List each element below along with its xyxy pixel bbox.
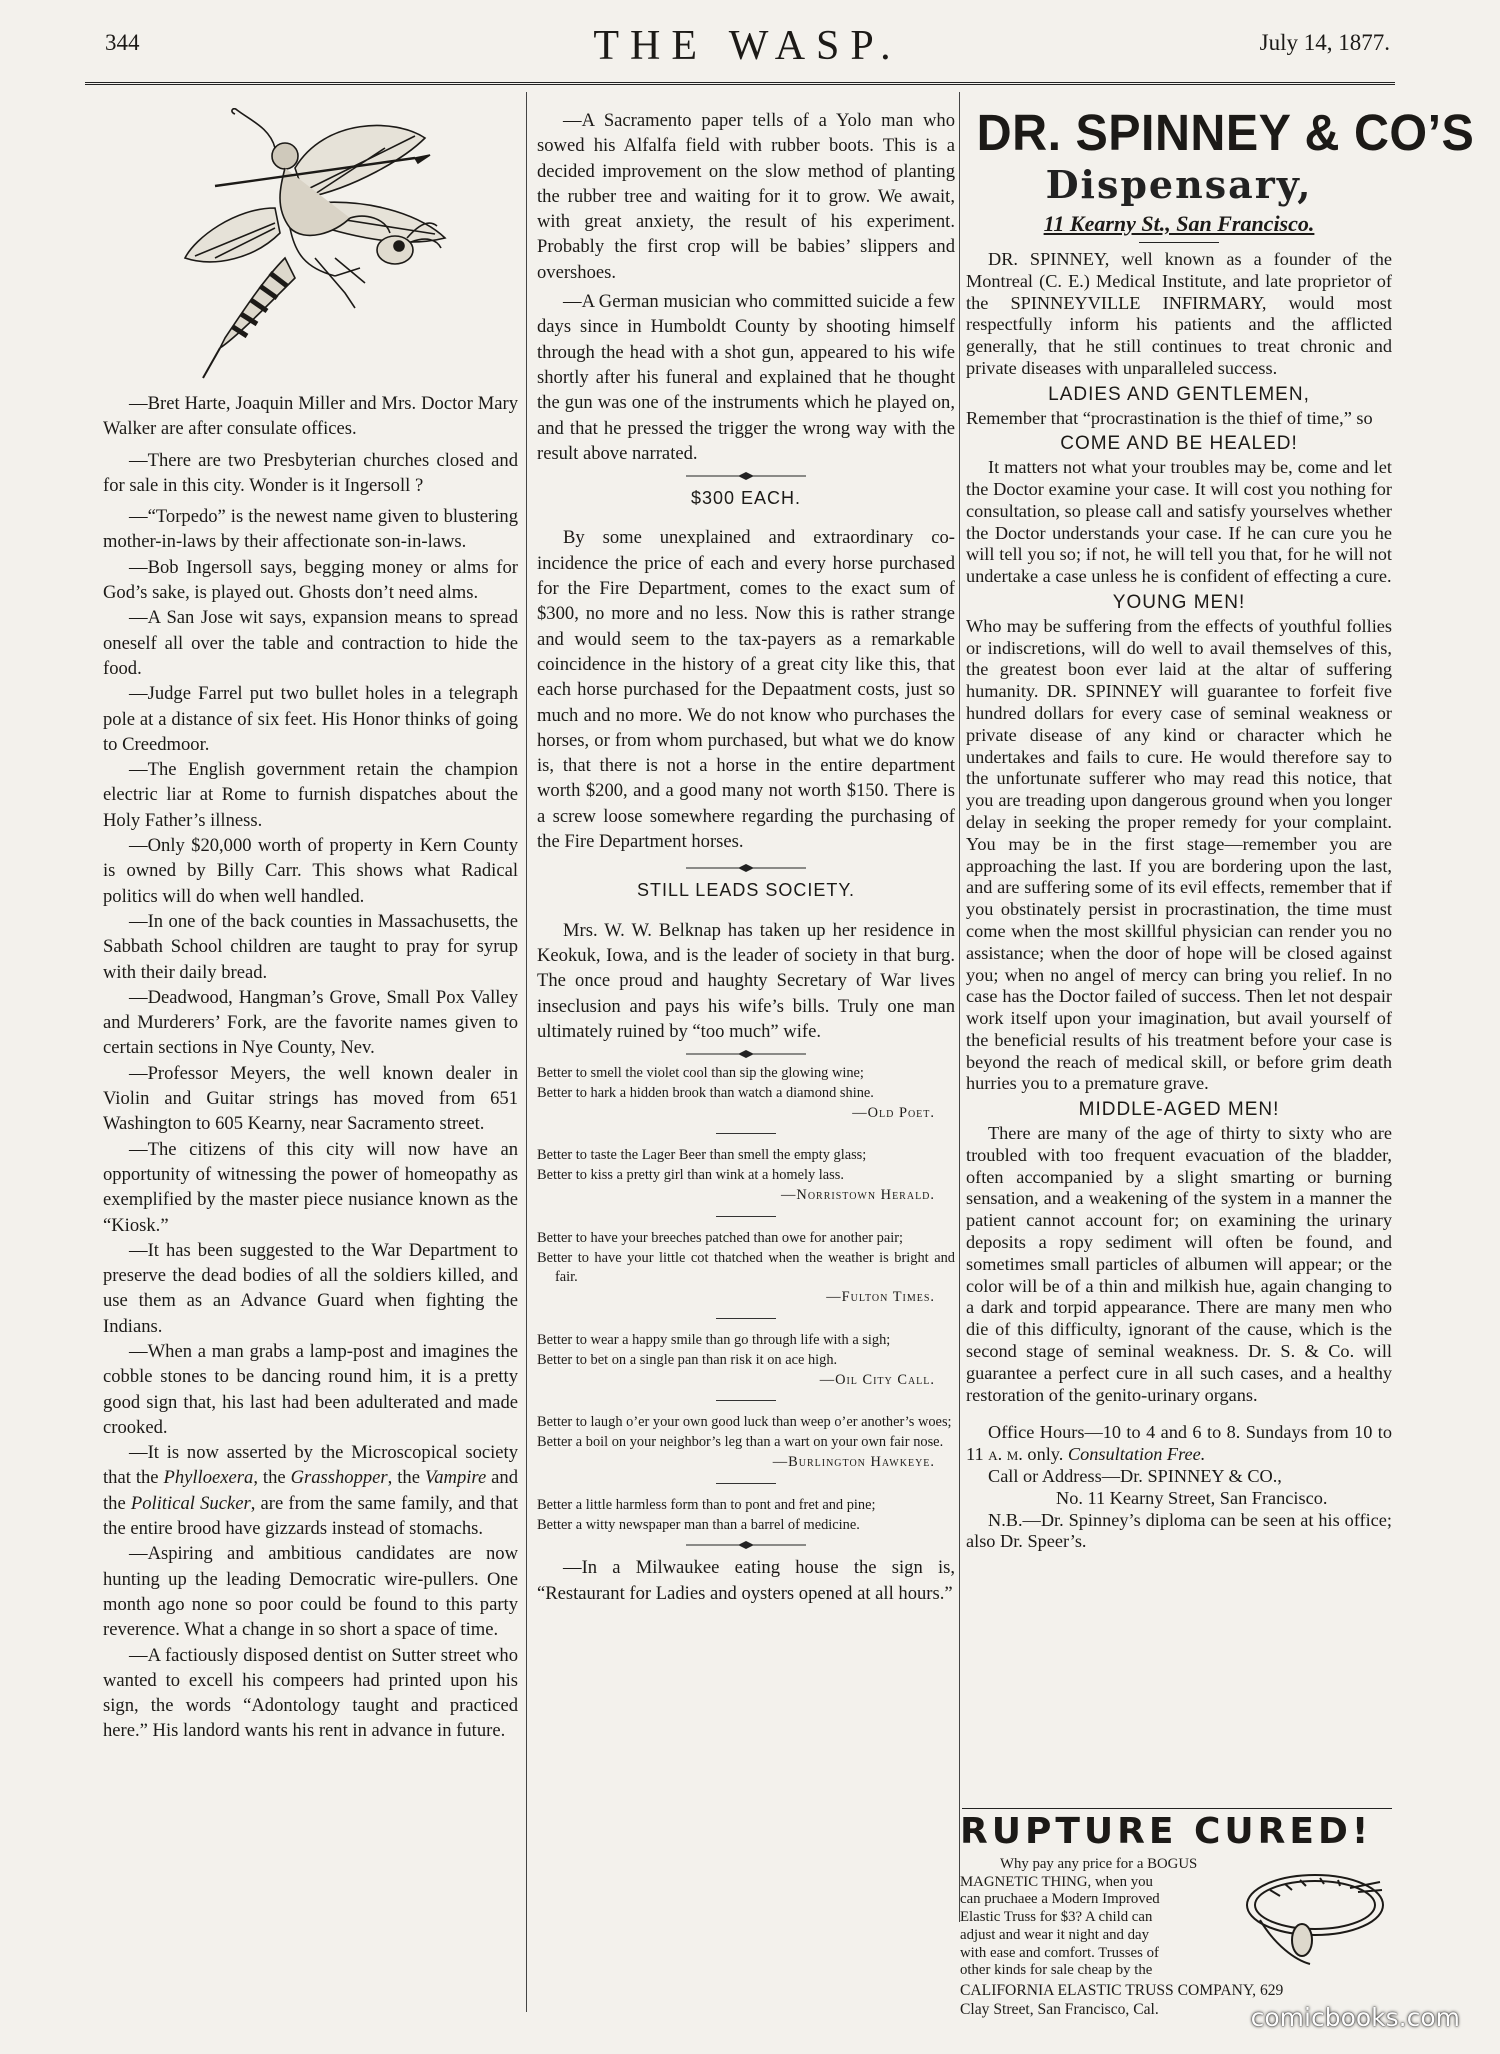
rupture-line: adjust and wear it night and day (960, 1926, 1150, 1943)
news-item: —The citizens of this city will now have an opportunity of witnessing the power of homeopathy as exemplified by the master piece nusiance known as the “Kiosk.” (103, 1138, 518, 1236)
ornament-divider (686, 862, 806, 874)
rupture-street: Clay Street, San Francisco, Cal. (960, 2001, 1159, 2018)
poem-line: Better to wear a happy smile than go through life with a sigh; (537, 1332, 891, 1349)
poem-line: Better a boil on your neighbor’s leg than a wart on your own fair nose. (537, 1434, 944, 1451)
poem-credit: —Norristown Herald. (781, 1187, 935, 1204)
italic-term: Vampire (424, 1467, 487, 1489)
news-item: —Judge Farrel put two bullet holes in a telegraph pole at a distance of six feet. His Honor thinks of going to Creedmoor. (103, 683, 518, 755)
poem-credit: —Burlington Hawkeye. (772, 1454, 935, 1471)
ornament-divider (686, 1539, 806, 1551)
text-run: a. m. (988, 1444, 1023, 1465)
office-hours (966, 1422, 1392, 1466)
text-run: only. (1022, 1444, 1068, 1465)
short-rule (716, 1133, 776, 1134)
paragraph-list (103, 391, 518, 1744)
rupture-line: MAGNETIC THING, when you (960, 1873, 1153, 1890)
poem-stanza (537, 1496, 955, 1536)
ad-paragraph: Remember that “procrastination is the thief of time,” so (966, 407, 1373, 428)
poem-stanza (537, 1331, 955, 1390)
poem-stanza (537, 1146, 955, 1205)
poem-line: Better to laugh o’er your own good luck than weep o’er another’s woes; (537, 1414, 952, 1431)
ad-heading: LADIES AND GENTLEMEN, (1048, 383, 1310, 405)
wasp-illustration (175, 108, 460, 383)
italic-term: Grasshopper (290, 1467, 388, 1489)
news-item: —There are two Presbyterian churches closed and for sale in this city. Wonder is it Ingersoll ? (103, 449, 518, 496)
poem-line: Better to have your breeches patched than owe for another pair; (537, 1229, 904, 1246)
section-heading: $300 EACH. (690, 488, 802, 509)
contact-line: Call or Address—Dr. SPINNEY & CO., (988, 1466, 1282, 1487)
news-item: —“Torpedo” is the newest name given to blustering mother-in-laws by their affectionate son-in-laws. (103, 506, 518, 553)
rupture-title: RUPTURE CURED! (960, 1811, 1373, 1852)
ad-body (966, 249, 1392, 1553)
news-item: —In one of the back counties in Massachusetts, the Sabbath School children are taught to pray for syrup with their daily bread. (103, 910, 518, 983)
contact-line: No. 11 Kearny Street, San Francisco. (1056, 1487, 1328, 1508)
ad-paragraph: DR. SPINNEY, well known as a founder of the Montreal (C. E.) Medical Institute, and late proprietor of the SPINNEYVILLE INFIRMARY, would most respectfully inform his patients and the afflicted generally, that he still continues to treat chronic and private diseases with unparalleled success. (966, 249, 1392, 378)
rupture-advertisement (960, 1812, 1392, 2022)
poem-credit: —Fulton Times. (826, 1289, 935, 1306)
rupture-line: can pruchaee a Modern Improved (960, 1891, 1160, 1908)
article-body: Mrs. W. W. Belknap has taken up her residence in Keokuk, Iowa, and is the leader of society in that burg. The once proud and haughty Secretary of War lives inseclusion and pays his wife’s bills. Truly one man ultimately ruined by “too much” wife. (537, 919, 955, 1042)
divider (962, 1808, 1392, 1809)
news-item: —A German musician who committed suicide a few days since in Humboldt County by shooting himself through the head with a shot gun, appeared to his wife shortly after his funeral and explained that he thought the gun was one of the instruments which he played on, and that he pressed the trigger the wrong way with the result above narrated. (537, 291, 955, 464)
article-body: By some unexplained and extraordinary co-incidence the price of each and every horse purchased for the Fire Department, comes to the exact sum of $300, no more and no less. Now this is rather strange and would seem to the tax-payers as a remarkable coincidence in the history of a great city like this, that each horse purchased for the Depaatment costs, just so much and no more. We do not know who purchases the horses, or from whom purchased, but what we do know is, that there is not a horse in the entire department worth $200, and a good many not worth $150. There is a screw loose somewhere regarding the purchasing of the Fire Department horses. (537, 527, 955, 853)
page-number: 344 (105, 30, 140, 55)
rupture-copy (960, 1856, 1230, 1980)
rupture-line: Why pay any price for a BOGUS (1000, 1856, 1198, 1872)
news-item: —A Sacramento paper tells of a Yolo man who sowed his Alfalfa field with rubber boots. This is a decided improvement on the slow method of planting the rubber tree and waiting for it to grow. We await, with great anxiety, the result of his experiment. Probably the first crop will be babies’ slippers and overshoes. (537, 110, 955, 283)
rupture-line: Elastic Truss for $3? A child can (960, 1909, 1153, 1926)
ornament-divider (686, 1048, 806, 1060)
poem-line: Better to have your little cot thatched when the weather is bright and fair. (537, 1249, 955, 1286)
section-heading: STILL LEADS SOCIETY. (636, 880, 856, 901)
page-header (105, 22, 1390, 72)
poem-credit: —Oil City Call. (819, 1371, 935, 1388)
ad-address: 11 Kearny St., San Francisco. (1043, 211, 1315, 236)
news-item: —Only $20,000 worth of property in Kern County is owned by Billy Carr. This shows what Radical politics will do when well handled. (103, 835, 518, 907)
short-rule (716, 1216, 776, 1217)
poem-stanza (537, 1413, 955, 1472)
italic-term: Political Sucker (130, 1492, 251, 1514)
italic-term: Phylloexera (163, 1467, 254, 1489)
news-item: —Deadwood, Hangman’s Grove, Small Pox Valley and Murderers’ Fork, are the favorite names given to certain sections in Nye County, Nev. (103, 986, 518, 1059)
watermark: comicbooks.com (1250, 2003, 1460, 2032)
text-run: —It is now asserted by the Microscopical society that the (103, 1442, 518, 1489)
news-item: —It has been suggested to the War Department to preserve the dead bodies of all the soldiers killed, and use them as an Advance Guard when fighting the Indians. (103, 1239, 518, 1337)
rupture-line: other kinds for sale cheap by the (960, 1962, 1153, 1979)
nb-note: N.B.—Dr. Spinney’s diploma can be seen at his office; also Dr. Speer’s. (966, 1509, 1392, 1552)
rupture-line: with ease and comfort. Trusses of (960, 1944, 1159, 1961)
news-item: —Professor Meyers, the well known dealer in Violin and Guitar strings has moved from 651 Washington to 605 Kearny, near Sacramento street. (103, 1062, 518, 1135)
poem-line: Better to bet on a single pan than risk it on ace high. (537, 1351, 838, 1368)
ad-paragraph: Who may be suffering from the effects of youthful follies or indiscretions, will do well to avail themselves of this, the greatest boon ever laid at the altar of suffering humanity. DR. SPINNEY will guarantee to forfeit five hundred dollars for every case of seminal weakness or private disease of any kind or character which he undertakes and fails to cure. He would therefore say to the unfortunate sufferer who may read this notice, that you are treading upon dangerous ground when you longer delay in seeking the proper remedy for your complaint. You may be in the first stage—remember you are approaching the last. If you are bordering upon the last, and are suffering some of its evil effects, remember that if you obstinately persist in procrastination, the time must come when the most skillful physician can render you no assistance; when the door of hope will be closed against you; when no angel of mercy can bring you relief. In no case has the Doctor failed of success. Then let not despair work itself upon your imagination, but avail yourself of the beneficial results of his treatment before your case is beyond the reach of medical skill, or before grim death hurries you to a premature grave. (966, 615, 1392, 1094)
ad-paragraph: It matters not what your troubles may be, come and let the Doctor examine your case. It will cost you nothing for consultation, so please call and satisfy yourselves whether the Doctor understands your case. If he can cure you he will tell you so; if not, he will tell you that, for he will not undertake a case unless he is confident of effecting a cure. (966, 457, 1392, 587)
poem-line: Better to smell the violet cool than sip the glowing wine; (537, 1065, 864, 1082)
poem-stanza (537, 1229, 955, 1308)
ad-heading: MIDDLE-AGED MEN! (1078, 1099, 1280, 1121)
news-item: —Aspiring and ambitious candidates are now hunting up the leading Democratic wire-pullers. One month ago none so poor could be found to this party reverence. What a change in so short a space of time. (103, 1543, 518, 1641)
truss-icon (1240, 1860, 1390, 1972)
divider (1139, 242, 1219, 243)
text-run: , the (387, 1467, 425, 1489)
poem-collection (537, 1064, 955, 1535)
ad-title: DR. SPINNEY & CO’S (976, 104, 1475, 161)
short-rule (716, 1318, 776, 1319)
spinney-advertisement (966, 104, 1475, 1553)
news-item: —Bob Ingersoll says, begging money or alms for God’s sake, is played out. Ghosts don’t need alms. (103, 556, 518, 604)
news-item-microscopical (103, 1440, 518, 1541)
column-rule (959, 92, 960, 1922)
column-2 (537, 108, 955, 1606)
text-run: , are from the same family, and that the entire brood have gizzards instead of stomachs. (103, 1492, 518, 1540)
poem-credit: —Old Poet. (852, 1104, 935, 1121)
text-run: , the (253, 1467, 291, 1489)
text-run: Office Hours—10 to 4 and 6 to 8. Sundays from 10 to 11 (966, 1422, 1392, 1465)
ad-subtitle: Dispensary, (1045, 162, 1313, 207)
poem-line: Better to hark a hidden brook than watch a diamond shine. (537, 1084, 874, 1101)
news-item: —When a man grabs a lamp-post and imagines the cobble stones to be dancing round him, it is a pretty good sign that, his last had been adulterated and made crooked. (103, 1340, 518, 1438)
news-item: —In a Milwaukee eating house the sign is, “Restaurant for Ladies and oysters opened at all hours.” (537, 1557, 955, 1604)
poem-line: Better a little harmless form than to pont and fret and pine; (537, 1496, 876, 1513)
ad-paragraph: There are many of the age of thirty to sixty who are troubled with too frequent evacuation of the bladder, often accompanied by a slight smarting or burning sensation, and a weakening of the system in a manner the patient cannot account for; on examining the urinary deposits a ropy sediment will often be found, and sometimes small particles of albumen will appear; or the color will be of a thin and milkish hue, again changing to a dark and torpid appearance. There are many men who die of this difficulty, ignorant of the cause, which is the second stage of seminal weakness. Dr. S. & Co. will guarantee a perfect cure in all such cases, and a healthy restoration of the genito-urinary organs. (966, 1123, 1392, 1405)
issue-date: July 14, 1877. (1259, 30, 1390, 55)
ad-heading: YOUNG MEN! (1112, 591, 1246, 613)
news-item: —A San Jose wit says, expansion means to spread oneself all over the table and contraction to hide the food. (103, 607, 518, 679)
ad-heading: COME AND BE HEALED! (1060, 433, 1298, 455)
poem-stanza (537, 1064, 955, 1123)
short-rule (716, 1400, 776, 1401)
text-run: and the (103, 1467, 519, 1514)
short-rule (716, 1483, 776, 1484)
news-item: —Bret Harte, Joaquin Miller and Mrs. Doctor Mary Walker are after consulate offices. (103, 393, 518, 440)
poem-line: Better a witty newspaper man than a barrel of medicine. (537, 1516, 860, 1533)
poem-line: Better to taste the Lager Beer than smell the empty glass; (537, 1147, 867, 1164)
column-1 (103, 391, 518, 1744)
news-item: —The English government retain the champion electric liar at Rome to furnish dispatches about the Holy Father’s illness. (103, 759, 518, 831)
masthead-title: THE WASP. (593, 23, 902, 69)
poem-line: Better to kiss a pretty girl than wink at a homely lass. (537, 1167, 844, 1184)
ornament-divider (686, 470, 806, 482)
column-rule (526, 92, 527, 2012)
header-rule (85, 82, 1395, 88)
news-item: —A factiously disposed dentist on Sutter street who wanted to excell his compeers had printed upon his sign, the words “Adontology taught and practiced here.” His landord wants his rent in advance in future. (103, 1644, 518, 1742)
text-run: Consultation Free. (1067, 1444, 1206, 1465)
rupture-company: CALIFORNIA ELASTIC TRUSS COMPANY, 629 (960, 1982, 1284, 1999)
